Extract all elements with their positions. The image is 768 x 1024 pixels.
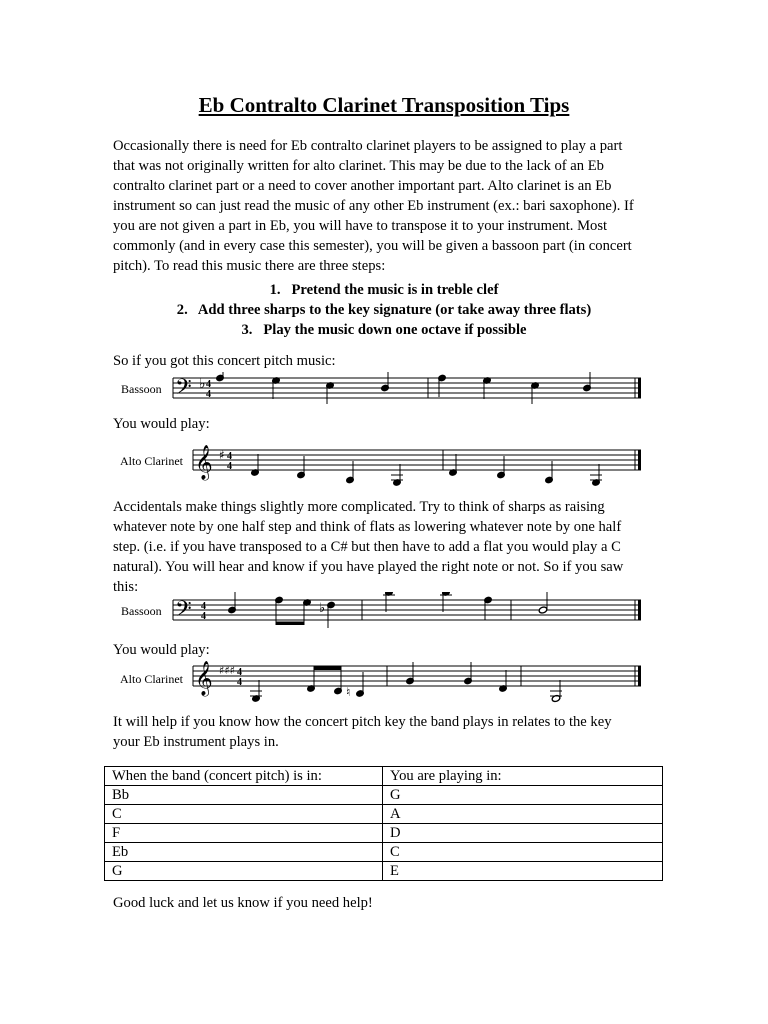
accidentals-paragraph [113, 497, 673, 597]
accidentals-line: whatever note by one half step and think of flats as lowering whatever note by one half [113, 519, 622, 535]
step-item: 1. Pretend the music is in treble clef [269, 282, 499, 298]
svg-text:𝄞: 𝄞 [195, 445, 213, 480]
svg-text:𝄢: 𝄢 [175, 597, 192, 627]
steps-list [0, 280, 768, 340]
table-cell: A [383, 805, 663, 824]
table-header-row [105, 767, 663, 786]
step-item: 2. Add three sharps to the key signature (or take away three flats) [176, 302, 592, 318]
intro-line: contralto clarinet part or a need to cover another important part. Alto clarinet is an Eb [113, 178, 612, 194]
table-row [105, 843, 663, 862]
svg-text:4: 4 [237, 677, 242, 688]
svg-text:♭: ♭ [319, 601, 326, 616]
table-cell: F [105, 824, 383, 843]
table-cell: C [105, 805, 383, 824]
table-row [105, 862, 663, 881]
intro-line: you are not given a part in Eb, you will have to transpose it to your instrument. Most [113, 218, 608, 234]
svg-text:4: 4 [206, 379, 211, 390]
svg-text:𝄢: 𝄢 [175, 375, 192, 405]
svg-text:♭: ♭ [199, 376, 206, 392]
relation-paragraph [113, 712, 673, 752]
accidentals-line: natural). You will hear and know if you have played the right note or not. So if you saw [113, 559, 624, 575]
svg-text:Bassoon: Bassoon [121, 604, 162, 618]
step-item: 3. Play the music down one octave if possible [241, 322, 527, 338]
intro-line: instrument so can just read the music of any other Eb instrument (ex.: bari saxophone). If [113, 198, 634, 214]
svg-text:♮: ♮ [346, 685, 351, 699]
intro-line: pitch). To read this music there are three steps: [113, 258, 386, 274]
table-row [105, 805, 663, 824]
accidentals-line: Accidentals make things slightly more complicated. Try to think of sharps as raising [113, 499, 605, 515]
svg-text:4: 4 [227, 451, 232, 462]
intro-line: that was not originally written for alto clarinet. This may be due to the lack of an Eb [113, 158, 604, 174]
svg-text:4: 4 [201, 601, 206, 612]
intro-line: commonly (and in every case this semester), you will be given a bassoon part (in concert [113, 238, 632, 254]
table-cell: C [383, 843, 663, 862]
table-row [105, 824, 663, 843]
table-cell: G [105, 862, 383, 881]
table-cell: Bb [105, 786, 383, 805]
table-cell: E [383, 862, 663, 881]
table-row [105, 786, 663, 805]
page-title: Eb Contralto Clarinet Transposition Tips [198, 93, 570, 117]
svg-text:4: 4 [206, 389, 211, 400]
table-cell: Eb [105, 843, 383, 862]
example1-you-would-play: You would play: [113, 416, 210, 432]
example1-intro: So if you got this concert pitch music: [113, 353, 336, 369]
svg-text:4: 4 [237, 667, 242, 678]
svg-text:Alto Clarinet: Alto Clarinet [120, 454, 183, 468]
instrument-label: Bassoon [121, 382, 162, 396]
alto-clarinet-staff-1 [113, 438, 658, 490]
key-relation-table [104, 766, 663, 881]
alto-clarinet-staff-2 [113, 660, 658, 704]
svg-text:𝄞: 𝄞 [195, 661, 213, 696]
table-header-cell: When the band (concert pitch) is in: [105, 767, 383, 786]
svg-text:4: 4 [201, 611, 206, 622]
intro-line: Occasionally there is need for Eb contralto clarinet players to be assigned to play a part [113, 138, 623, 154]
svg-text:Alto Clarinet: Alto Clarinet [120, 672, 183, 686]
svg-text:4: 4 [227, 461, 232, 472]
svg-text:♯: ♯ [219, 448, 225, 462]
table-cell: G [383, 786, 663, 805]
accidentals-line: this: [113, 579, 139, 595]
relation-line: It will help if you know how the concert pitch key the band plays in relates to the key [113, 714, 612, 730]
closing-text: Good luck and let us know if you need help! [113, 895, 373, 911]
intro-paragraph [113, 136, 673, 276]
bassoon-staff-1 [113, 372, 658, 412]
svg-text:♯♯♯: ♯♯♯ [219, 664, 235, 677]
example2-you-would-play: You would play: [113, 642, 210, 658]
table-cell: D [383, 824, 663, 843]
relation-line: your Eb instrument plays in. [113, 734, 279, 750]
bassoon-staff-2 [113, 592, 658, 636]
accidentals-line: step. (i.e. if you have transposed to a C# but then have to add a flat you would play a C [113, 539, 621, 555]
table-header-cell: You are playing in: [383, 767, 663, 786]
